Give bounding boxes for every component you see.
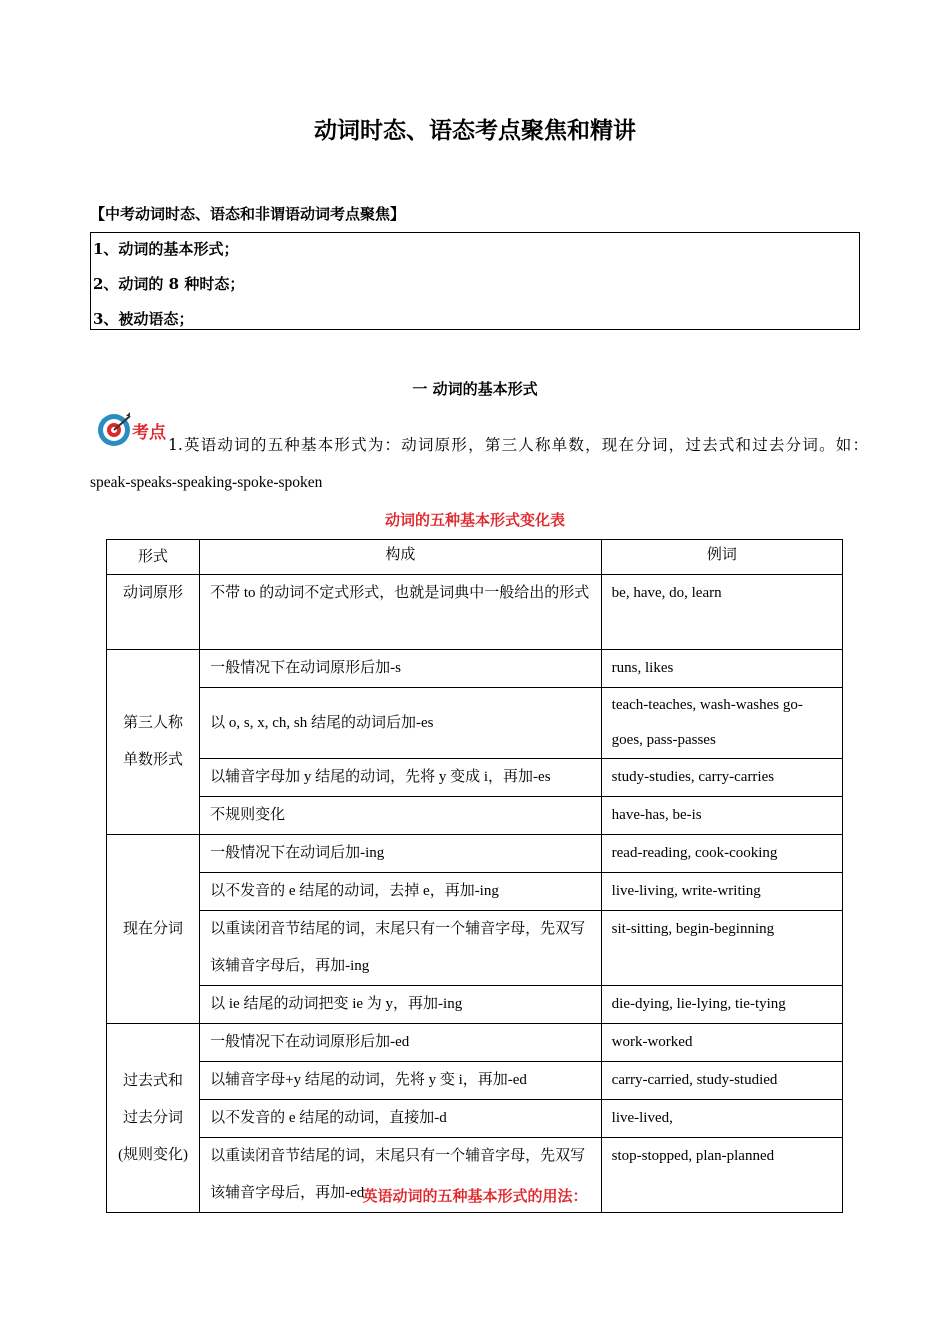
kaodian-text: 1.英语动词的五种基本形式为：动词原形，第三人称单数，现在分词，过去式和过去分词。如：	[168, 436, 868, 454]
example-cell: have-has, be-is	[601, 797, 842, 835]
rule-cell: 一般情况下在动词原形后加-ed	[200, 1024, 602, 1062]
rule-cell: 以不发音的 e 结尾的动词，去掉 e，再加-ing	[200, 873, 602, 911]
page-title: 动词时态、语态考点聚焦和精讲	[314, 117, 636, 144]
rule-cell: 以 o, s, x, ch, sh 结尾的动词后加-es	[200, 688, 602, 759]
form-cell: 第三人称 单数形式	[107, 650, 200, 835]
header-rule: 构成	[200, 540, 602, 575]
rule-cell: 以重读闭音节结尾的词，末尾只有一个辅音字母，先双写该辅音字母后，再加-ing	[200, 911, 602, 986]
outline-item: 2、动词的 8 种时态；	[93, 275, 245, 293]
table-row	[107, 688, 843, 759]
form-cell: 动词原形	[107, 575, 200, 650]
rule-cell: 以辅音字母加 y 结尾的动词，先将 y 变成 i，再加-es	[200, 759, 602, 797]
table-row	[107, 835, 843, 873]
usage-caption: 英语动词的五种基本形式的用法：	[362, 1187, 588, 1205]
table-row	[107, 650, 843, 688]
table-header-row	[107, 540, 843, 575]
rule-cell: 以 ie 结尾的动词把变 ie 为 y，再加-ing	[200, 986, 602, 1024]
example-cell: carry-carried, study-studied	[601, 1062, 842, 1100]
header-form: 形式	[107, 540, 200, 575]
table-row	[107, 1100, 843, 1138]
example-cell: die-dying, lie-lying, tie-tying	[601, 986, 842, 1024]
example-cell: read-reading, cook-cooking	[601, 835, 842, 873]
table-row	[107, 986, 843, 1024]
table-row	[107, 911, 843, 986]
chapter-heading: 一 动词的基本形式	[412, 380, 538, 398]
kaodian-label: 考点	[132, 423, 166, 443]
example-cell: study-studies, carry-carries	[601, 759, 842, 797]
table-row	[107, 575, 843, 650]
rule-cell: 以重读闭音节结尾的词，末尾只有一个辅音字母，先双写该辅音字母后，再加-ed	[200, 1138, 602, 1213]
example-cell: live-lived,	[601, 1100, 842, 1138]
rule-cell: 不带 to 的动词不定式形式，也就是词典中一般给出的形式	[200, 575, 602, 650]
example-cell: work-worked	[601, 1024, 842, 1062]
example-cell: sit-sitting, begin-beginning	[601, 911, 842, 986]
table-row	[107, 797, 843, 835]
rule-cell: 一般情况下在动词后加-ing	[200, 835, 602, 873]
example-cell: stop-stopped, plan-planned	[601, 1138, 842, 1213]
verb-forms-table	[106, 539, 843, 1213]
outline-box	[90, 232, 860, 330]
section-heading: 【中考动词时态、语态和非谓语动词考点聚焦】	[90, 205, 406, 223]
example-cell: teach-teaches, wash-washes go-goes, pass-passes	[601, 688, 842, 759]
rule-cell: 不规则变化	[200, 797, 602, 835]
form-cell: 现在分词	[107, 835, 200, 1024]
table-row	[107, 759, 843, 797]
outline-item: 3、被动语态；	[93, 310, 194, 328]
rule-cell: 以不发音的 e 结尾的动词，直接加-d	[200, 1100, 602, 1138]
outline-item: 1、动词的基本形式；	[93, 240, 239, 258]
example-cell: live-living, write-writing	[601, 873, 842, 911]
rule-cell: 一般情况下在动词原形后加-s	[200, 650, 602, 688]
rule-cell: 以辅音字母+y 结尾的动词，先将 y 变 i，再加-ed	[200, 1062, 602, 1100]
table-caption: 动词的五种基本形式变化表	[384, 511, 565, 529]
header-examples: 例词	[601, 540, 842, 575]
example-cell: runs, likes	[601, 650, 842, 688]
kaodian-example: speak-speaks-speaking-spoke-spoken	[90, 474, 323, 491]
form-cell: 过去式和 过去分词 (规则变化)	[107, 1024, 200, 1213]
kaodian-badge	[96, 410, 176, 450]
table-row	[107, 1062, 843, 1100]
example-cell: be, have, do, learn	[601, 575, 842, 650]
table-row	[107, 873, 843, 911]
table-row	[107, 1024, 843, 1062]
target-icon	[96, 410, 136, 450]
